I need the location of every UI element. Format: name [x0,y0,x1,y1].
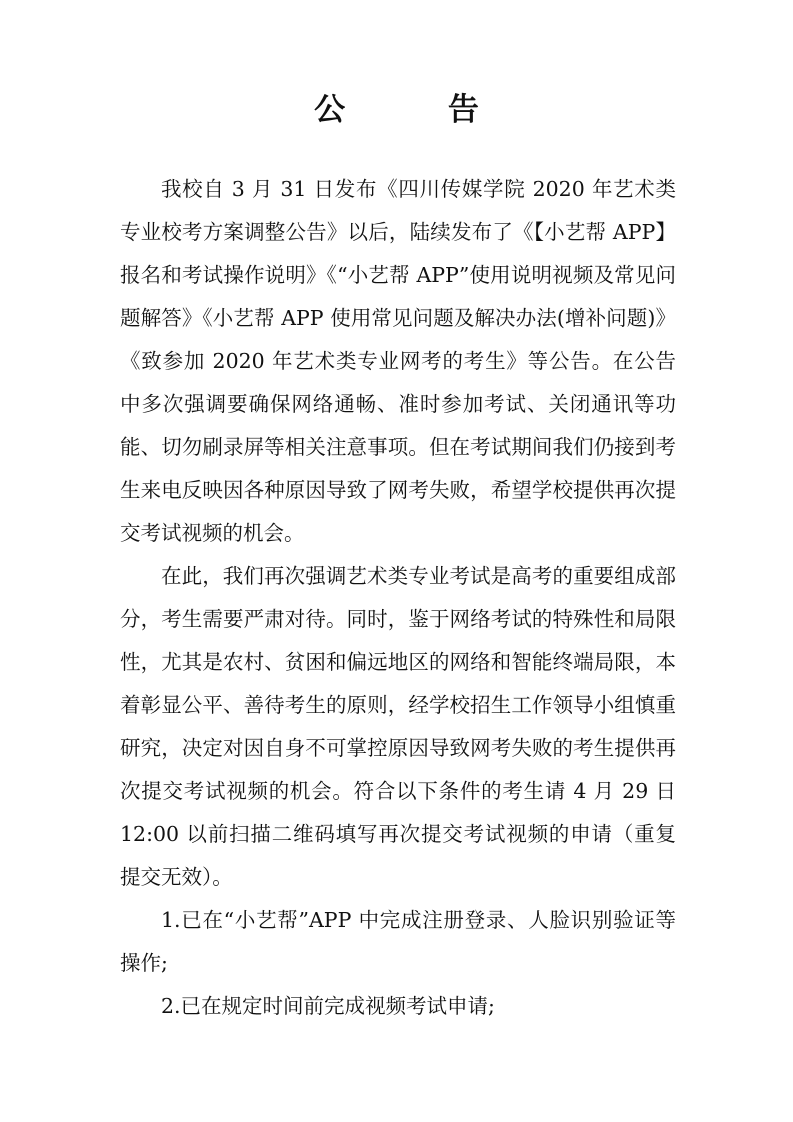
page-title: 公 告 [314,92,525,128]
document-body [120,168,676,1028]
condition-item-1: 1.已在“小艺帮”APP 中完成注册登录、人脸识别验证等操作; [120,908,676,975]
body-paragraph-2: 在此，我们再次强调艺术类专业考试是高考的重要组成部分，考生需要严肃对待。同时，鉴于网络考试的特殊性和局限性，尤其是农村、贫困和偏远地区的网络和智能终端局限，本着彰显公平、善待考生的原则，经学校招生工作领导小组慎重研究，决定对因自身不可掌控原因导致网考失败的考生提供再次提交考试视频的机会。符合以下条件的考生请 4 月 29 日 12:00 以前扫描二维码填写再次提交考试视频的申请（重复提交无效）。 [120,564,676,889]
condition-item-2: 2.已在规定时间前完成视频考试申请; [161,994,495,1018]
body-paragraph-1: 我校自 3 月 31 日发布《四川传媒学院 2020 年艺术类专业校考方案调整公告》以后，陆续发布了《【小艺帮 APP】报名和考试操作说明》《“小艺帮 APP”使用说明视频及常见问题解答》《小艺帮 APP 使用常见问题及解决办法(增补问题)》《致参加 2020 年艺术类专业网考的考生》等公告。在公告中多次强调要确保网络通畅、准时参加考试、关闭通讯等功能、切勿刷录屏等相关注意事项。但在考试期间我们仍接到考生来电反映因各种原因导致了网考失败，希望学校提供再次提交考试视频的机会。 [120,177,676,545]
